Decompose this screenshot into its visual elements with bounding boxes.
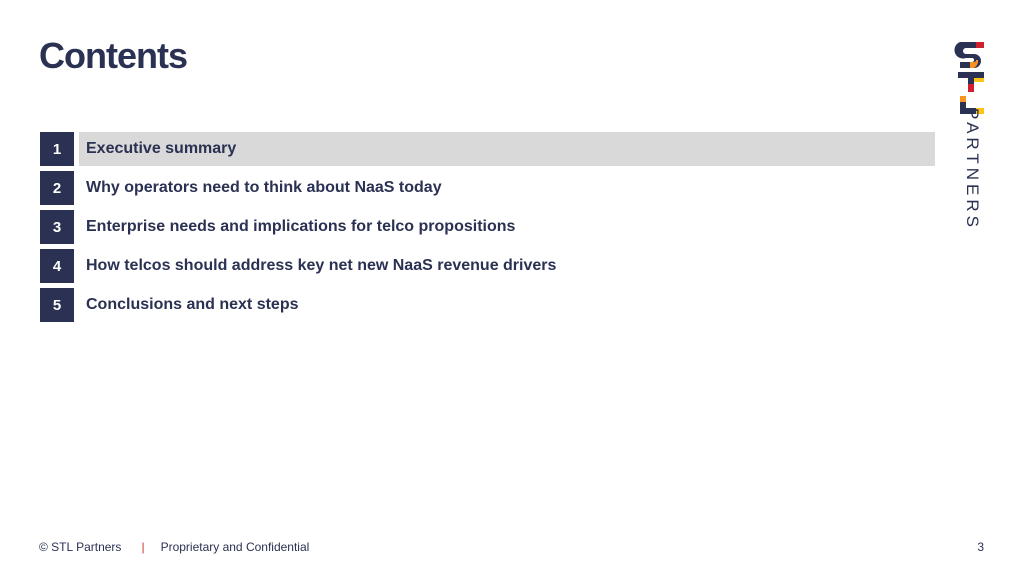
toc-item-number: 3 — [40, 210, 74, 244]
toc-item-conclusions[interactable] — [40, 288, 935, 322]
toc-item-label: Why operators need to think about NaaS today — [86, 179, 442, 196]
toc-item-number: 1 — [40, 132, 74, 166]
footer-separator: | — [141, 540, 145, 554]
logo-wordmark: PARTNERS — [963, 108, 982, 232]
toc-item-revenue-drivers[interactable] — [40, 249, 935, 283]
footer-confidentiality: Proprietary and Confidential — [160, 540, 310, 554]
toc-item-label: Conclusions and next steps — [86, 296, 299, 313]
slide-title: Contents — [39, 35, 187, 76]
toc-item-why-operators[interactable] — [40, 171, 935, 205]
toc-item-number: 5 — [40, 288, 74, 322]
toc-item-enterprise-needs[interactable] — [40, 210, 935, 244]
toc-item-executive-summary[interactable] — [40, 132, 935, 166]
toc-item-label: Enterprise needs and implications for telco propositions — [86, 218, 516, 235]
toc-item-number: 4 — [40, 249, 74, 283]
toc-item-number: 2 — [40, 171, 74, 205]
footer — [39, 540, 309, 554]
toc-item-label: Executive summary — [79, 132, 935, 166]
page-number: 3 — [977, 540, 984, 554]
contents-list — [40, 132, 935, 327]
footer-copyright: © STL Partners — [39, 540, 122, 554]
toc-item-label: How telcos should address key net new NaaS revenue drivers — [86, 257, 557, 274]
